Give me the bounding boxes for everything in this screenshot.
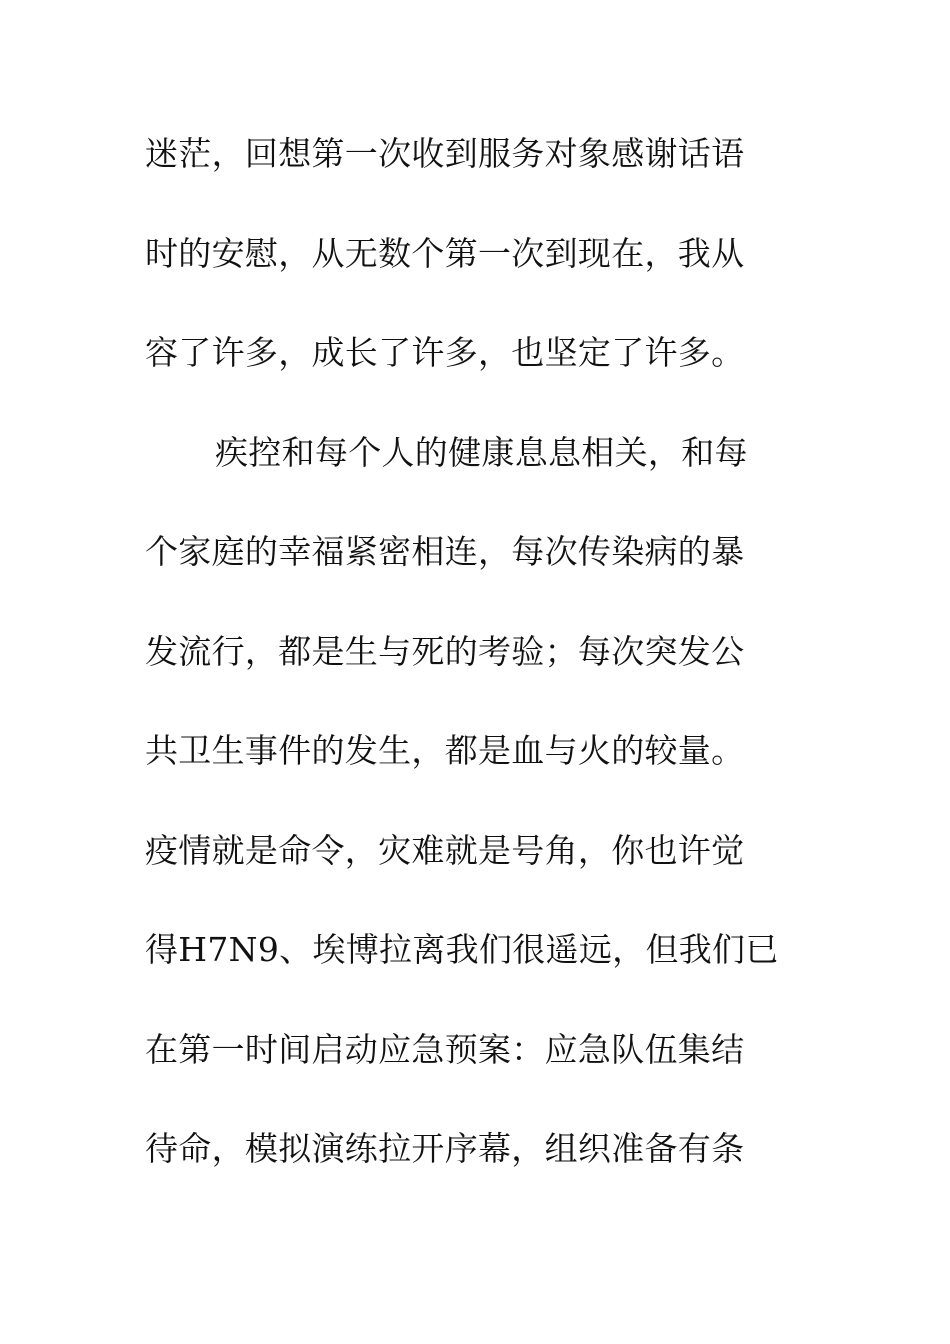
text-line-8: 疫情就是命令，灾难就是号角，你也许觉 [145, 830, 745, 870]
text-line-7: 共卫生事件的发生，都是血与火的较量。 [145, 731, 745, 770]
text-line-10: 在第一时间启动应急预案：应急队伍集结 [145, 1029, 745, 1069]
text-line-6: 发流行，都是生与死的考验；每次突发公 [145, 631, 745, 671]
text-line-2: 时的安慰，从无数个第一次到现在，我从 [145, 233, 745, 273]
body-text [145, 122, 785, 1217]
text-line-9: 得H7N9、埃博拉离我们很遥远，但我们已 [145, 930, 779, 969]
text-line-4-paragraph-start: 疾控和每个人的健康息息相关，和每 [215, 432, 748, 472]
text-line-11: 待命，模拟演练拉开序幕，组织准备有条 [145, 1129, 745, 1168]
text-line-1: 迷茫，回想第一次收到服务对象感谢话语 [145, 134, 745, 173]
text-line-5: 个家庭的幸福紧密相连，每次传染病的暴 [145, 532, 745, 571]
text-line-3: 容了许多，成长了许多，也坚定了许多。 [145, 333, 745, 372]
